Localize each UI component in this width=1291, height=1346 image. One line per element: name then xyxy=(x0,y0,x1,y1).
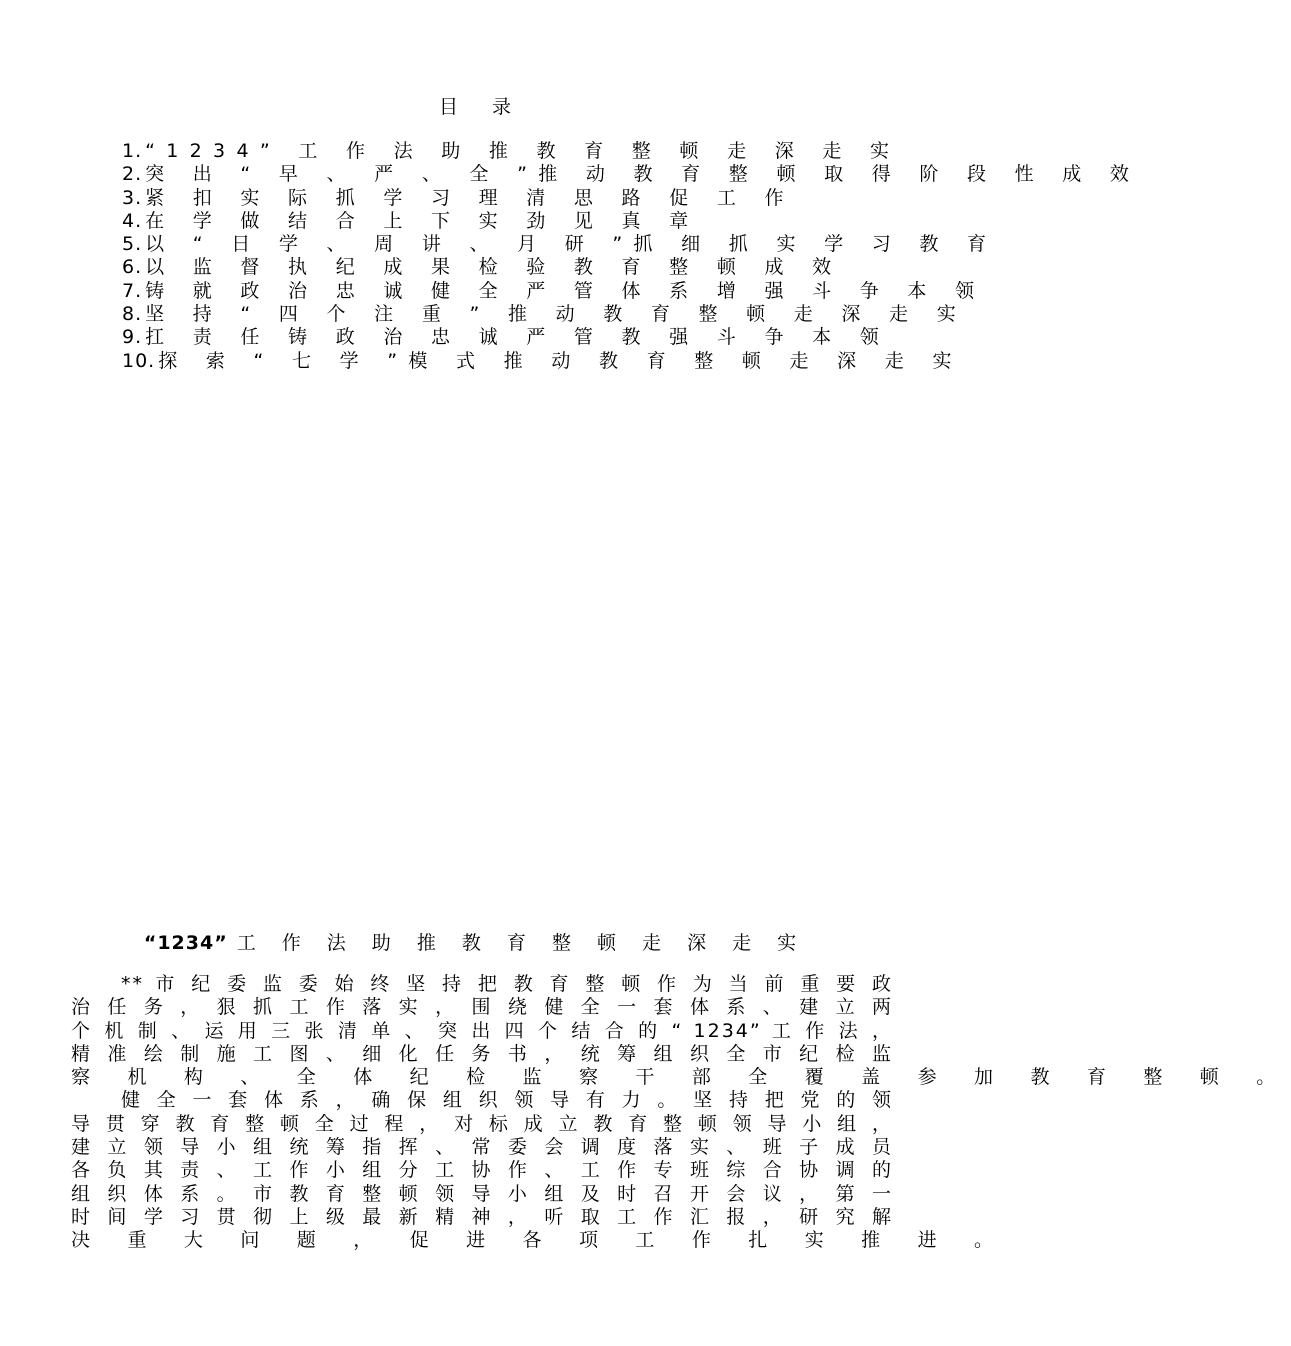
toc-item-text: 铸 就 政 治 忠 诚 健 全 严 管 体 系 增 强 斗 争 本 领 xyxy=(145,279,986,302)
paragraph-line: 精 准 绘 制 施 工 图 、 细 化 任 务 书 ， 统 筹 组 织 全 市 纪 检 监 xyxy=(71,1042,893,1065)
paragraph-line: 治 任 务 ， 狠 抓 工 作 落 实 ， 围 绕 健 全 一 套 体 系 、 建 立 两 xyxy=(71,996,893,1019)
toc-item[interactable] xyxy=(122,163,1141,186)
toc-item-number: 4. xyxy=(122,209,143,232)
paragraph-line: 健 全 一 套 体 系 ， 确 保 组 织 领 导 有 力 。 坚 持 把 党 的 领 xyxy=(121,1089,893,1112)
toc-item-number: 10. xyxy=(122,349,156,372)
toc-item-text: “1234” 工 作 法 助 推 教 育 整 顿 走 深 走 实 xyxy=(145,140,901,162)
paragraph-line: 各 负 其 责 、 工 作 小 组 分 工 协 作 、 工 作 专 班 综 合 协 调 的 xyxy=(71,1159,893,1182)
paragraph-line: 导 贯 穿 教 育 整 顿 全 过 程 ， 对 标 成 立 教 育 整 顿 领 导 小 组 ， xyxy=(71,1112,893,1135)
article-title xyxy=(0,928,950,955)
article-title-rest: 工 作 法 助 推 教 育 整 顿 走 深 走 实 xyxy=(236,932,807,954)
toc-item-number: 3. xyxy=(122,186,143,209)
paragraph-line: 察 机 构 、 全 体 纪 检 监 察 干 部 全 覆 盖 参 加 教 育 整 顿 。 xyxy=(71,1066,1291,1089)
toc-item[interactable] xyxy=(122,233,998,256)
paragraph-line: 时 间 学 习 贯 彻 上 级 最 新 精 神 ， 听 取 工 作 汇 报 ， 研 究 解 xyxy=(71,1205,893,1228)
toc-item-text: 以 “ 日 学 、 周 讲 、 月 研 ”抓 细 抓 实 学 习 教 育 xyxy=(145,233,998,256)
toc-item[interactable] xyxy=(122,303,968,326)
toc-item-text: 坚 持 “ 四 个 注 重 ” 推 动 教 育 整 顿 走 深 走 实 xyxy=(145,303,968,326)
toc-item[interactable] xyxy=(122,256,912,279)
toc-title: 目 录 xyxy=(438,96,526,118)
toc-item-number: 2. xyxy=(122,163,143,186)
toc-item-text: 紧 扣 实 际 抓 学 习 理 清 思 路 促 工 作 xyxy=(145,186,795,209)
toc-item[interactable] xyxy=(122,326,912,349)
toc-list xyxy=(122,140,1141,373)
toc-item-text: 以 监 督 执 纪 成 果 检 验 教 育 整 顿 成 效 xyxy=(145,256,843,279)
toc-item-number: 6. xyxy=(122,256,143,279)
toc-item-number: 9. xyxy=(122,326,143,349)
toc-item-text: 突 出 “ 早 、 严 、 全 ”推 动 教 育 整 顿 取 得 阶 段 性 成 效 xyxy=(145,163,1141,186)
toc-item-number: 5. xyxy=(122,233,143,256)
paragraph-line: 决 重 大 问 题 ， 促 进 各 项 工 作 扎 实 推 进 。 xyxy=(71,1229,1009,1252)
toc-item[interactable] xyxy=(122,279,986,303)
paragraph-line: 组 织 体 系 。 市 教 育 整 顿 领 导 小 组 及 时 召 开 会 议 ， 第 一 xyxy=(71,1182,893,1205)
paragraph-line: 建 立 领 导 小 组 统 筹 指 挥 、 常 委 会 调 度 落 实 、 班 子 成 员 xyxy=(71,1136,893,1159)
toc-item-number: 7. xyxy=(122,279,143,302)
toc-item[interactable] xyxy=(122,140,912,163)
toc-item[interactable] xyxy=(122,187,912,210)
toc-item[interactable] xyxy=(122,210,912,233)
toc-item-text: 探 索 “ 七 学 ”模 式 推 动 教 育 整 顿 走 深 走 实 xyxy=(158,349,963,372)
article-title-bold: “1234” xyxy=(143,932,228,954)
toc-item-text: 扛 责 任 铸 政 治 忠 诚 严 管 教 强 斗 争 本 领 xyxy=(145,326,891,349)
article-body xyxy=(71,973,1291,1253)
paragraph-line: ** 市 纪 委 监 委 始 终 坚 持 把 教 育 整 顿 作 为 当 前 重 要 政 xyxy=(121,973,893,995)
toc-item-number: 1. xyxy=(122,140,143,162)
toc-item[interactable] xyxy=(122,349,963,373)
toc-item-text: 在 学 做 结 合 上 下 实 劲 见 真 章 xyxy=(145,209,700,232)
toc-item-number: 8. xyxy=(122,303,143,326)
paragraph-line: 个 机 制 、 运 用 三 张 清 单 、 突 出 四 个 结 合 的 “ 1234” 工 作 法 ， xyxy=(71,1019,893,1042)
